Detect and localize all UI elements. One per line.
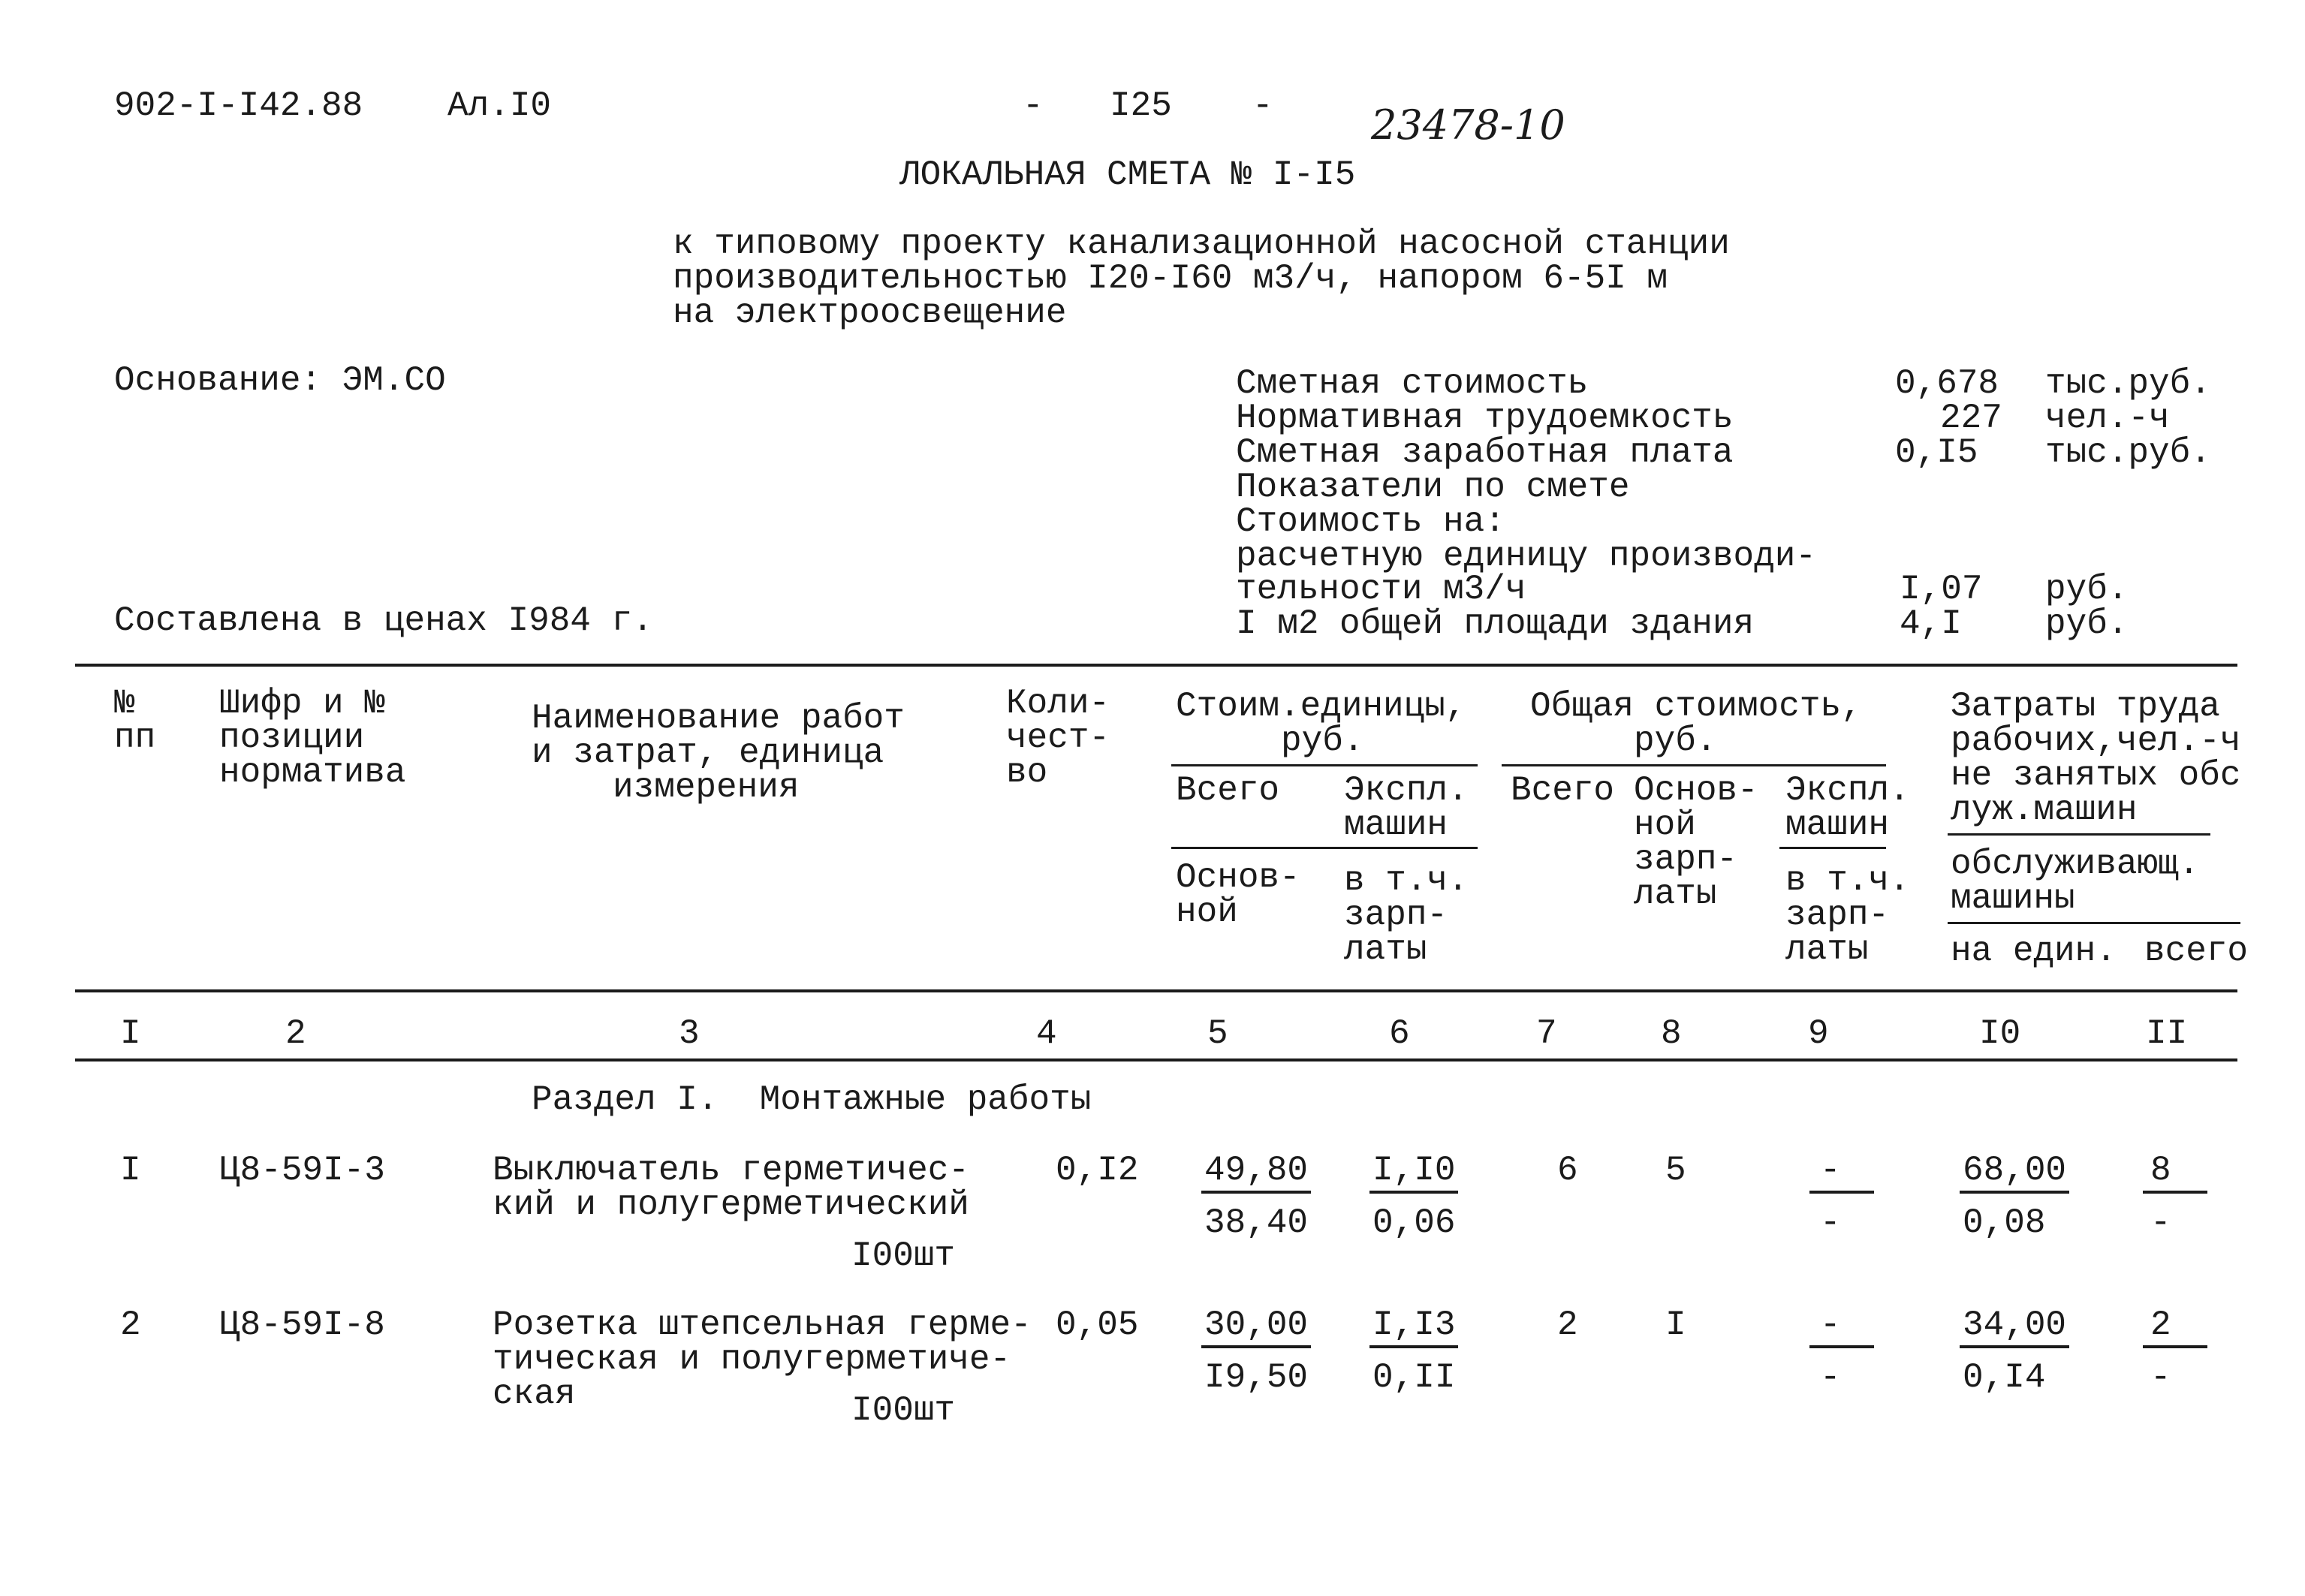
- col-number: 4: [1036, 1014, 1057, 1053]
- page-number: I25: [1110, 86, 1172, 125]
- table-row-code: Ц8-59I-8: [219, 1305, 385, 1345]
- summary-value: 0,I5: [1895, 433, 1978, 472]
- table-row-unit-main: 38,40: [1204, 1203, 1309, 1242]
- page-title: ЛОКАЛЬНАЯ СМЕТА № I-I5: [899, 155, 1356, 194]
- table-row-fraction-bar: [1369, 1345, 1458, 1348]
- hdr-unit-wage: в т.ч.: [1344, 861, 1469, 900]
- table-row-total-main: 5: [1665, 1151, 1686, 1190]
- col-number: 6: [1389, 1014, 1410, 1053]
- hdr-labor-service: обслуживающ.: [1951, 845, 2200, 884]
- col-number: I: [120, 1014, 141, 1053]
- hdr-labor: не занятых обс: [1951, 756, 2241, 795]
- summary-unit: чел.-ч: [2045, 399, 2170, 438]
- hdr-total-sub-rule: [1779, 847, 1886, 849]
- hdr-total-wage: в т.ч.: [1785, 861, 1910, 900]
- table-row-name: Выключатель герметичес-: [493, 1151, 969, 1190]
- hdr-total-wage: зарп-: [1785, 896, 1890, 935]
- basis: Основание: ЭМ.СО: [114, 361, 446, 400]
- table-row-total: 6: [1557, 1151, 1578, 1190]
- hdr-total-main: Основ-: [1634, 771, 1758, 810]
- section-title: Раздел I. Монтажные работы: [532, 1080, 1092, 1119]
- table-row-num: 2: [120, 1305, 141, 1345]
- col-number: 2: [285, 1014, 306, 1053]
- hdr-unit-main: Основ-: [1176, 858, 1300, 897]
- hdr-code: позиции: [219, 718, 365, 757]
- hdr-labor-service: машины: [1951, 879, 2075, 918]
- table-row-total-machines: -: [1820, 1305, 1841, 1345]
- hdr-total-machines: машин: [1785, 806, 1890, 845]
- hdr-qty: во: [1006, 753, 1048, 792]
- table-row-total: 2: [1557, 1305, 1578, 1345]
- subtitle-line-3: на электроосвещение: [673, 294, 1067, 333]
- prices-year: Составлена в ценах I984 г.: [114, 601, 653, 640]
- hdr-total-main: латы: [1634, 875, 1717, 914]
- summary-unit: руб.: [2045, 604, 2129, 643]
- hdr-unit-total: Всего: [1176, 771, 1280, 810]
- table-row-fraction-bar: [1369, 1191, 1458, 1194]
- table-row-labor-total-service: -: [2150, 1203, 2171, 1242]
- table-row-qty: 0,I2: [1056, 1151, 1139, 1190]
- table-row-unit-main: I9,50: [1204, 1358, 1309, 1397]
- hdr-code: норматива: [219, 753, 406, 792]
- header-bottom-rule: [75, 989, 2237, 992]
- hdr-total-cost: руб.: [1634, 721, 1717, 760]
- hdr-labor-rule-1: [1948, 833, 2210, 836]
- hdr-num: пп: [114, 718, 156, 757]
- col-numbers-rule: [75, 1058, 2237, 1061]
- table-row-unit-total: 30,00: [1204, 1305, 1309, 1345]
- table-row-fraction-bar: [2143, 1345, 2207, 1348]
- table-row-labor-total: 2: [2150, 1305, 2171, 1345]
- col-number: 5: [1207, 1014, 1228, 1053]
- hdr-labor: Затраты труда: [1951, 687, 2220, 726]
- table-row-name: кий и полугерметический: [493, 1185, 969, 1224]
- hdr-unit-machines: Экспл.: [1344, 771, 1469, 810]
- hdr-name: Наименование работ: [532, 699, 905, 738]
- hdr-total-machines: Экспл.: [1785, 771, 1910, 810]
- summary-label: Сметная заработная плата: [1236, 433, 1734, 472]
- table-row-unit-total: 49,80: [1204, 1151, 1309, 1190]
- hdr-total-main: зарп-: [1634, 840, 1738, 879]
- summary-unit: тыс.руб.: [2045, 433, 2211, 472]
- hdr-total-main: ной: [1634, 806, 1696, 845]
- table-row-name: тическая и полугерметиче-: [493, 1340, 1011, 1379]
- hdr-unit-wage: зарп-: [1344, 896, 1448, 935]
- summary-value: 4,I: [1900, 604, 1962, 643]
- table-row-unit-wage: 0,06: [1372, 1203, 1456, 1242]
- summary-label: тельности м3/ч: [1236, 570, 1526, 609]
- doc-code: 902-I-I42.88: [114, 86, 363, 125]
- hdr-qty: чест-: [1006, 718, 1110, 757]
- hdr-labor-total: всего: [2144, 932, 2249, 971]
- table-row-unit-machines: I,I3: [1372, 1305, 1456, 1345]
- subtitle-line-1: к типовому проекту канализационной насосной станции: [673, 224, 1730, 263]
- table-row-total-machines: -: [1820, 1151, 1841, 1190]
- hdr-total-cost-rule: [1502, 764, 1886, 766]
- table-row-code: Ц8-59I-3: [219, 1151, 385, 1190]
- hdr-total-wage: латы: [1785, 930, 1869, 969]
- table-row-unit: I00шт: [851, 1236, 956, 1275]
- hdr-unit-cost-rule: [1171, 764, 1478, 766]
- col-number: II: [2146, 1014, 2188, 1053]
- table-row-fraction-bar: [2143, 1191, 2207, 1194]
- table-row-unit: I00шт: [851, 1391, 956, 1430]
- summary-label: I м2 общей площади здания: [1236, 604, 1755, 643]
- table-row-unit-wage: 0,II: [1372, 1358, 1456, 1397]
- table-row-labor-total-service: -: [2150, 1358, 2171, 1397]
- hdr-unit-cost: Стоим.единицы,: [1176, 687, 1466, 726]
- handwritten-number: 23478-10: [1371, 101, 1565, 149]
- table-row-labor-unit-service: 0,08: [1963, 1203, 2046, 1242]
- table-row-fraction-bar: [1809, 1191, 1874, 1194]
- hdr-labor: рабочих,чел.-ч: [1951, 721, 2241, 760]
- table-row-fraction-bar: [1809, 1345, 1874, 1348]
- summary-value: 227: [1940, 399, 2002, 438]
- col-number: 3: [679, 1014, 700, 1053]
- col-number: I0: [1979, 1014, 2021, 1053]
- table-row-labor-unit: 68,00: [1963, 1151, 2067, 1190]
- summary-unit: руб.: [2045, 570, 2129, 609]
- hdr-name: измерения: [613, 768, 800, 807]
- table-row-fraction-bar: [1201, 1191, 1311, 1194]
- table-row-labor-total: 8: [2150, 1151, 2171, 1190]
- table-row-num: I: [120, 1151, 141, 1190]
- summary-value: 0,678: [1895, 364, 1999, 403]
- table-row-name: ская: [493, 1375, 576, 1414]
- hdr-unit-main: ной: [1176, 893, 1238, 932]
- page-dash-right: -: [1252, 86, 1273, 125]
- col-number: 7: [1536, 1014, 1557, 1053]
- summary-label: Сметная стоимость: [1236, 364, 1589, 403]
- table-row-labor-unit: 34,00: [1963, 1305, 2067, 1345]
- summary-label: расчетную единицу производи-: [1236, 537, 1816, 576]
- table-row-total-main: I: [1665, 1305, 1686, 1345]
- table-row-labor-unit-service: 0,I4: [1963, 1358, 2046, 1397]
- table-row-name: Розетка штепсельная герме-: [493, 1305, 1032, 1345]
- table-row-unit-machines: I,I0: [1372, 1151, 1456, 1190]
- table-top-rule: [75, 664, 2237, 667]
- hdr-labor-rule-2: [1948, 922, 2240, 924]
- hdr-unit-cost: руб.: [1281, 721, 1364, 760]
- summary-label: Стоимость на:: [1236, 502, 1505, 541]
- col-number: 8: [1661, 1014, 1682, 1053]
- hdr-name: и затрат, единица: [532, 733, 884, 772]
- table-row-total-wage: -: [1820, 1358, 1841, 1397]
- summary-label: Нормативная трудоемкость: [1236, 399, 1734, 438]
- table-row-qty: 0,05: [1056, 1305, 1139, 1345]
- hdr-num: №: [114, 684, 135, 723]
- col-number: 9: [1808, 1014, 1829, 1053]
- summary-unit: тыс.руб.: [2045, 364, 2211, 403]
- table-row-fraction-bar: [1960, 1345, 2069, 1348]
- table-row-fraction-bar: [1960, 1191, 2069, 1194]
- sheet-number: Ал.I0: [447, 86, 552, 125]
- hdr-unit-sub-rule: [1171, 847, 1478, 849]
- hdr-total-total: Всего: [1511, 771, 1615, 810]
- hdr-code: Шифр и №: [219, 684, 385, 723]
- summary-label: Показатели по смете: [1236, 468, 1630, 507]
- hdr-qty: Коли-: [1006, 684, 1110, 723]
- hdr-total-cost: Общая стоимость,: [1530, 687, 1862, 726]
- page-dash-left: -: [1023, 86, 1044, 125]
- summary-value: I,07: [1900, 570, 1983, 609]
- hdr-unit-machines: машин: [1344, 806, 1448, 845]
- hdr-labor-per-unit: на един.: [1951, 932, 2117, 971]
- table-row-fraction-bar: [1201, 1345, 1311, 1348]
- hdr-labor: луж.машин: [1951, 790, 2138, 830]
- subtitle-line-2: производительностью I20-I60 м3/ч, напором 6-5I м: [673, 259, 1668, 298]
- table-row-total-wage: -: [1820, 1203, 1841, 1242]
- hdr-unit-wage: латы: [1344, 930, 1427, 969]
